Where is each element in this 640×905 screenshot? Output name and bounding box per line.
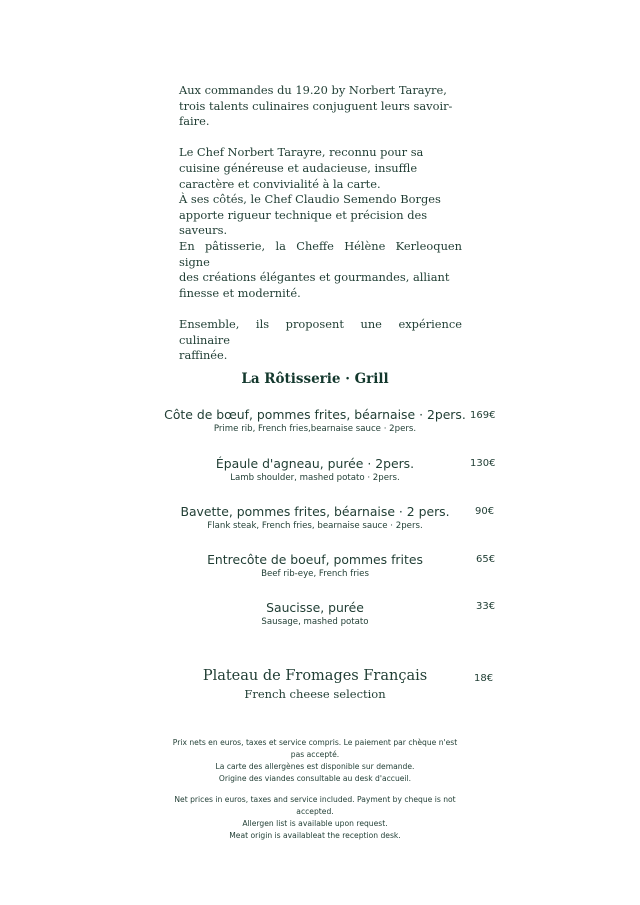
intro-line: Le Chef Norbert Tarayre, reconnu pour sa <box>179 145 424 160</box>
dish-name: Côte de bœuf, pommes frites, béarnaise · 2pers. <box>164 407 466 422</box>
cheese-english: French cheese selection <box>244 687 386 701</box>
dish-name: Entrecôte de boeuf, pommes frites <box>207 552 423 567</box>
dish-name: Saucisse, purée <box>266 600 364 615</box>
section-title: La Rôtisserie · Grill <box>241 371 389 387</box>
intro-line: cuisine généreuse et audacieuse, insuffle <box>179 160 418 175</box>
dish-english: Beef rib-eye, French fries <box>261 569 369 579</box>
note-line: Meat origin is availableat the reception desk. <box>229 831 401 841</box>
intro-paragraph-3 <box>179 317 462 364</box>
menu-item <box>0 551 630 581</box>
intro-line: trois talents culinaires conjuguent leurs savoir- <box>179 98 453 113</box>
notes-english <box>150 794 480 842</box>
intro-line: des créations élégantes et gourmandes, alliant <box>179 270 450 285</box>
intro-line: raffinée. <box>179 348 228 363</box>
dish-price: 169€ <box>470 410 496 421</box>
intro-line: faire. <box>179 114 210 129</box>
intro-paragraph-1 <box>179 83 462 130</box>
note-line: accepted. <box>296 807 334 817</box>
dish-price: 65€ <box>476 554 496 565</box>
intro-line: apporte rigueur technique et précision des <box>179 207 428 222</box>
intro-line: finesse et modernité. <box>179 285 301 300</box>
dish-english: Flank steak, French fries, bearnaise sauce · 2pers. <box>207 521 423 531</box>
cheese-price: 18€ <box>474 673 494 684</box>
intro-line: caractère et convivialité à la carte. <box>179 176 381 191</box>
note-line: Origine des viandes consultable au desk d'accueil. <box>218 774 412 784</box>
cheese-item <box>0 666 630 702</box>
menu-item <box>0 599 630 629</box>
menu-item <box>0 503 630 533</box>
intro-paragraph-2 <box>179 145 462 301</box>
intro-line: saveurs. <box>179 223 228 238</box>
intro-text <box>179 83 462 364</box>
dish-english: Sausage, mashed potato <box>261 617 369 627</box>
note-line: La carte des allergènes est disponible sur demande. <box>215 762 415 772</box>
note-line: Net prices in euros, taxes and service included. Payment by cheque is not <box>174 795 456 804</box>
dish-price: 90€ <box>475 506 495 517</box>
note-line: Prix nets en euros, taxes et service compris. Le paiement par chèque n'est <box>172 738 458 747</box>
dish-price: 33€ <box>476 601 496 612</box>
intro-line: À ses côtés, le Chef Claudio Semendo Borges <box>179 192 441 207</box>
dish-price: 130€ <box>470 458 496 469</box>
intro-line: Ensemble, ils proposent une expérience culinaire <box>179 316 462 347</box>
cheese-name: Plateau de Fromages Français <box>202 668 428 684</box>
intro-line: Aux commandes du 19.20 by Norbert Tarayre, <box>179 83 447 97</box>
dish-name: Bavette, pommes frites, béarnaise · 2 pers. <box>180 504 450 519</box>
dish-name: Épaule d'agneau, purée · 2pers. <box>215 456 415 471</box>
menu-item <box>0 455 630 485</box>
intro-line: En pâtisserie, la Cheffe Hélène Kerleoquen signe <box>179 238 462 269</box>
menu-item <box>0 406 630 436</box>
dish-english: Lamb shoulder, mashed potato · 2pers. <box>230 473 400 483</box>
dish-english: Prime rib, French fries,bearnaise sauce · 2pers. <box>213 424 417 434</box>
notes-french <box>150 737 480 785</box>
note-line: Allergen list is available upon request. <box>242 819 388 829</box>
note-line: pas accepté. <box>290 750 340 760</box>
